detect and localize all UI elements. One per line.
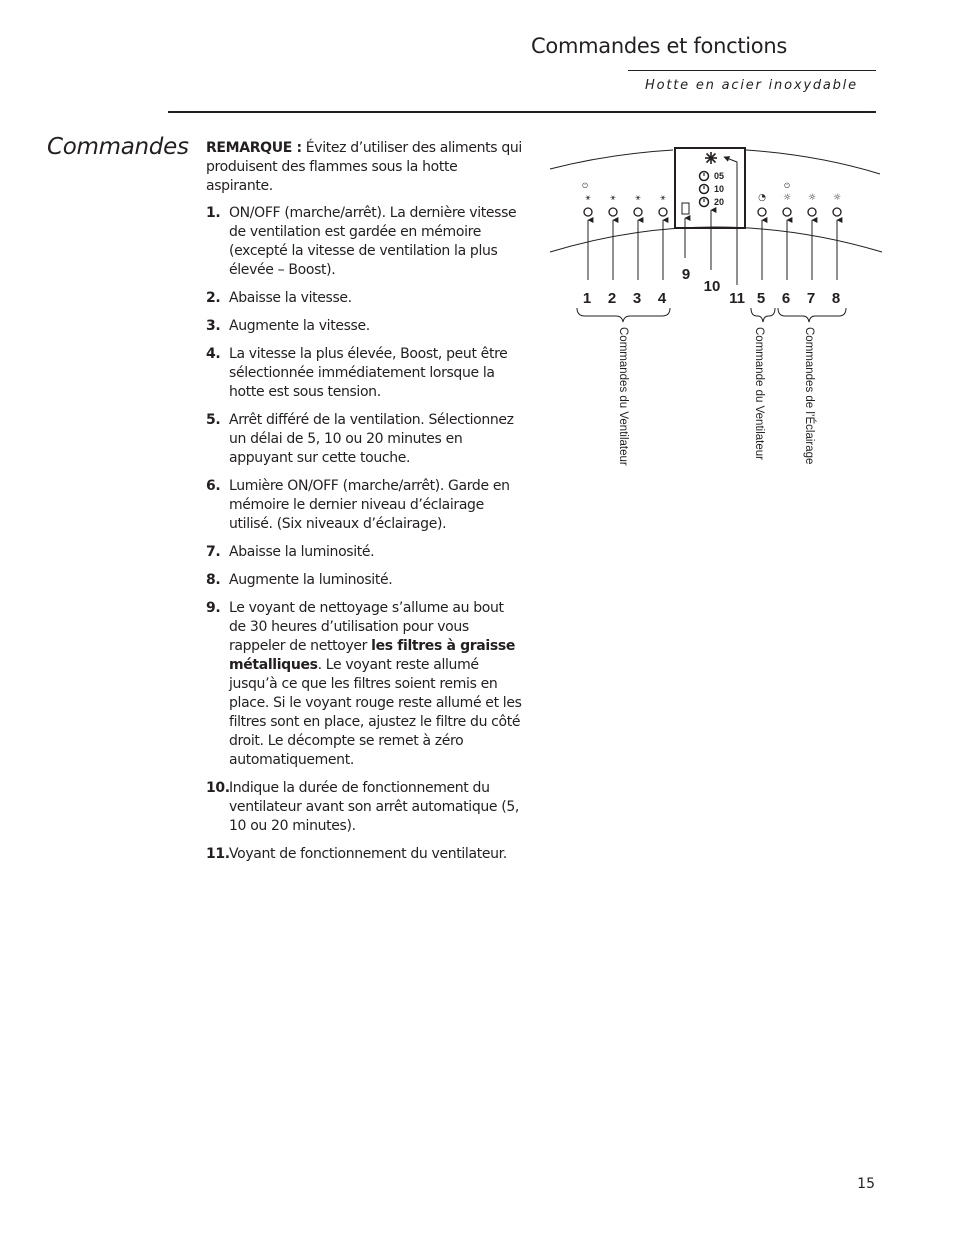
list-item — [206, 779, 524, 836]
light-dim-button[interactable] — [808, 193, 816, 216]
header-divider — [628, 70, 876, 71]
cleaning-indicator-icon — [705, 152, 717, 164]
fan-controls-group-label: Commandes du Ventilateur — [617, 327, 629, 466]
item-text-before: Le voyant de nettoyage s’allume au bout de 30 heures d’utilisation pour vous rappeler de nettoyer — [229, 600, 504, 654]
timer-value: 05 — [714, 171, 725, 181]
item-text: Lumière ON/OFF (marche/arrêt). Garde en mémoire le dernier niveau d’éclairage utilisé. (Six niveaux d’éclairage). — [229, 478, 510, 532]
callout-number: 1 — [582, 290, 592, 307]
note — [206, 139, 524, 196]
header-title: Commandes et fonctions — [531, 34, 787, 58]
item-text-bold: les filtres à graisse métalliques — [229, 638, 515, 673]
svg-text:☼: ☼ — [782, 193, 792, 203]
list-item — [206, 845, 524, 864]
content-column — [206, 139, 524, 873]
item-text: Abaisse la vitesse. — [229, 290, 352, 306]
item-number: 9. — [206, 600, 221, 616]
panel-top-arc-right — [746, 150, 880, 174]
fan-delay-group-label: Commande du Ventilateur — [753, 327, 765, 460]
controls-list — [206, 204, 524, 864]
timer-clock-icon — [700, 172, 709, 207]
fan-on-off-button[interactable] — [582, 182, 592, 216]
delay-off-button[interactable] — [758, 193, 766, 216]
svg-text:⏻: ⏻ — [784, 182, 790, 190]
item-number: 4. — [206, 346, 221, 362]
item-number: 3. — [206, 318, 221, 334]
callout-number: 4 — [657, 290, 667, 307]
item-text: Voyant de fonctionnement du ventilateur. — [229, 846, 507, 862]
callout-number: 9 — [681, 266, 691, 283]
item-number: 2. — [206, 290, 221, 306]
item-text: ON/OFF (marche/arrêt). La dernière vitesse de ventilation est gardée en mémoire (excepté la vitesse de ventilation la plus élevée – Boost). — [229, 205, 517, 278]
panel-bottom-arc — [550, 227, 882, 252]
light-controls-group-label: Commandes de l’Éclairage — [803, 327, 815, 465]
timer-value: 20 — [714, 197, 725, 207]
section-divider — [168, 111, 876, 113]
item-number: 5. — [206, 412, 221, 428]
svg-text:⚹: ⚹ — [585, 193, 591, 203]
item-number: 11. — [206, 846, 230, 862]
svg-text:⏻: ⏻ — [582, 182, 588, 190]
timer-value: 10 — [714, 184, 725, 194]
callout-number: 11 — [729, 290, 745, 307]
item-number: 8. — [206, 572, 221, 588]
item-text-after: . Le voyant reste allumé jusqu’à ce que les filtres soient remis en place. Si le voyant rouge reste allumé et les filtres sont en place, ajustez le filtre du côté droit. Le décompte se remet à zéro automatiquement. — [229, 657, 522, 768]
list-item — [206, 599, 524, 770]
callout-number: 2 — [607, 290, 617, 307]
group-braces — [577, 308, 846, 322]
svg-text:◔: ◔ — [758, 193, 766, 203]
header-subtitle: Hotte en acier inoxydable — [645, 78, 858, 93]
fan-indicator-light — [682, 203, 689, 214]
item-number: 7. — [206, 544, 221, 560]
list-item — [206, 204, 524, 280]
item-number: 10. — [206, 780, 230, 796]
svg-text:⚹: ⚹ — [635, 193, 641, 203]
control-panel-diagram — [548, 140, 888, 470]
item-text: La vitesse la plus élevée, Boost, peut être sélectionnée immédiatement lorsque la hotte est sous tension. — [229, 346, 508, 400]
list-item — [206, 317, 524, 336]
item-text: Indique la durée de fonctionnement du ventilateur avant son arrêt automatique (5, 10 ou 20 minutes). — [229, 780, 520, 834]
fan-boost-button[interactable] — [659, 193, 667, 216]
item-text: Abaisse la luminosité. — [229, 544, 375, 560]
callout-number: 7 — [806, 290, 816, 307]
list-item — [206, 543, 524, 562]
panel-top-arc — [550, 150, 673, 169]
item-number: 1. — [206, 205, 221, 221]
svg-text:⚹: ⚹ — [610, 193, 616, 203]
fan-speed-up-button[interactable] — [634, 193, 642, 216]
callout-number: 8 — [831, 290, 841, 307]
list-item — [206, 411, 524, 468]
note-text: Évitez d’utiliser des aliments qui produisent des flammes sous la hotte aspirante. — [206, 140, 522, 194]
callout-number: 5 — [756, 290, 766, 307]
item-number: 6. — [206, 478, 221, 494]
section-title: Commandes — [47, 134, 189, 160]
svg-text:☼: ☼ — [807, 193, 817, 203]
callout-number: 3 — [632, 290, 642, 307]
fan-speed-down-button[interactable] — [609, 193, 617, 216]
page-number: 15 — [857, 1176, 875, 1192]
callout-number: 10 — [703, 278, 721, 295]
list-item — [206, 289, 524, 308]
light-on-off-button[interactable] — [783, 182, 791, 216]
svg-text:⚹: ⚹ — [660, 193, 666, 203]
item-text: Arrêt différé de la ventilation. Sélectionnez un délai de 5, 10 ou 20 minutes en appuyant sur cette touche. — [229, 412, 514, 466]
note-label: REMARQUE : — [206, 140, 302, 156]
callout-number: 6 — [781, 290, 791, 307]
light-brighten-button[interactable] — [833, 193, 841, 216]
item-text: Augmente la vitesse. — [229, 318, 370, 334]
callout-arrows — [588, 157, 837, 285]
svg-text:☼: ☼ — [832, 193, 842, 203]
item-text: Augmente la luminosité. — [229, 572, 393, 588]
list-item — [206, 571, 524, 590]
list-item — [206, 477, 524, 534]
list-item — [206, 345, 524, 402]
